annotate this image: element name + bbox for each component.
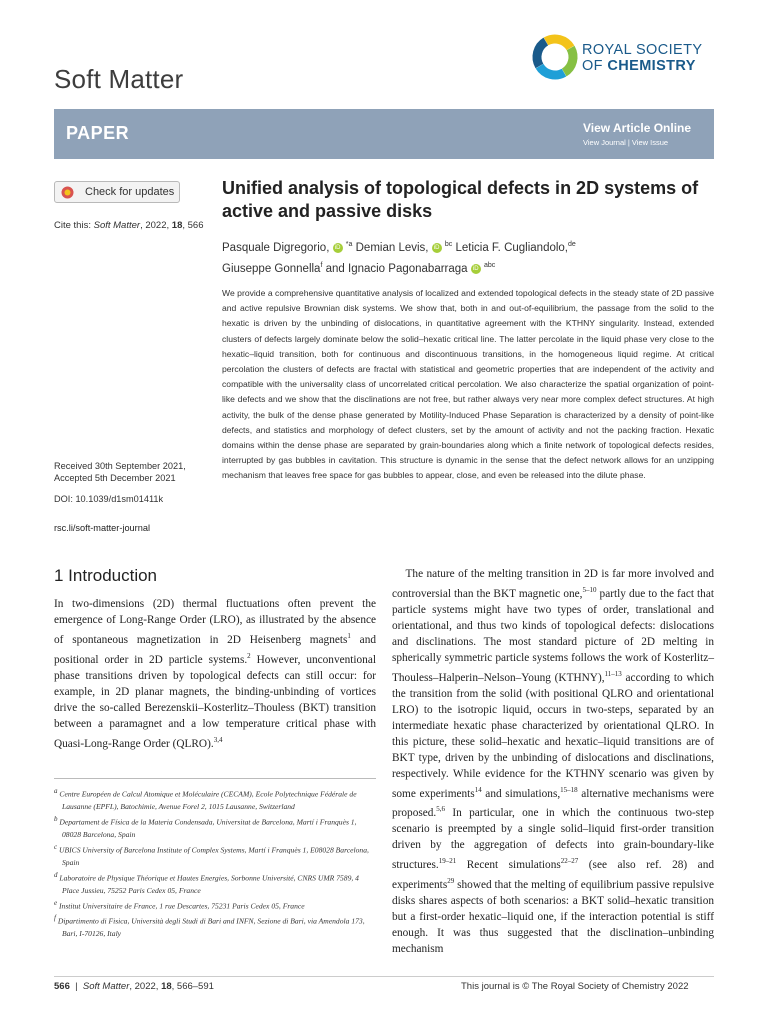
section-heading: 1 Introduction <box>54 566 158 585</box>
affiliation-item: b Departament de Física de la Materia Condensada, Universitat de Barcelona, Martí i Franquès 1, 08028 Barcelona, Spain <box>54 814 357 839</box>
affiliation-item: c UBICS University of Barcelona Institute of Complex Systems, Martí i Franquès 1, E08028 Barcelona, Spain <box>54 842 369 867</box>
body-column-2: The nature of the melting transition in 2D is far more involved and controversial than the BKT magnetic one,$^{5-10}$ partly due to the fact that particle systems might have two types of order, translational and orientational, and thus two kinds of topological defects: dislocations and disclinations. The most standard picture of 2D melting in spherically symmetric particle systems follows the work of Kosterlitz–Thouless–Halperin–Nelson–Young (KTHNY),$^{11-13}$ according to which the transition from the solid (with positional QLRO and orientational LRO) to the isotropic liquid, occurs in two-steps, separated by an intermediate hexatic phase characterized by orientational QLRO. In this picture, these solid–hexatic and hexatic–liquid transitions are of BKT type, driven by the unbinding of dislocations and disclinations, respectively. While evidence for the KTHNY scenario was given by some experiments$^{14}$ and simulations,$^{15-18}$ alternative mechanisms were proposed.$^{5,6}$ In particular, one in which the continuous two-step scenario is preempted by a single solid–liquid first-order transition driven by the aggregation of defects into grain-boundary-like structures.$^{19-21}$ Recent simulations$^{22-27}$ (see also ref. 28) and experiments$^{29}$ showed that the melting of equilibrium passive repulsive disks shares aspects of both scenarios: a BKT solid–hexatic transition but a first-order hexatic–liquid one, if the interaction potential is stiff enough. It was thus suggested that the disclination–unbinding mechanism <box>392 568 714 955</box>
crossmark-icon <box>61 186 74 199</box>
doi[interactable]: DOI: 10.1039/d1sm01411k <box>54 494 164 504</box>
received-dates: Received 30th September 2021, Accepted 5th December 2021 <box>54 461 186 483</box>
page-footer-citation: 566 | Soft Matter, 2022, 18, 566–591 <box>54 981 214 992</box>
check-updates-label: Check for updates <box>85 186 175 198</box>
body-column-1: In two-dimensions (2D) thermal fluctuations often prevent the emergence of Long-Range Order (LRO), as illustrated by the absence of spontaneous magnetization in 2D Heisenberg magnets$^1$ and positional order in 2D particle systems.$^2$ However, unconventional phase transitions driven by topological defects can still occur: for example, in 2D planar magnets, the binding-unbinding of vortices drive the so-called Berezenskii–Kosterlitz–Thouless (BKT) transition between a paramagnet and a low temperature critical phase with Quasi-Long-Range Order (QLRO).$^{3,4}$ <box>54 598 376 750</box>
article-type: PAPER <box>66 123 130 143</box>
affiliation-item: f Dipartimento di Fisica, Università degli Studi di Bari and INFN, Sezione di Bari, via Amendola 173, Bari, I-70126, Italy <box>54 914 365 939</box>
citation: Cite this: Soft Matter, 2022, 18, 566 <box>54 220 204 231</box>
article-title: Unified analysis of topological defects in 2D systems of active and passive disks <box>222 178 699 221</box>
footer-divider <box>54 976 714 977</box>
affiliations <box>54 785 376 940</box>
affiliation-item: e Institut Universitaire de France, 1 rue Descartes, 75231 Paris Cedex 05, France <box>54 898 305 911</box>
journal-issue-links[interactable]: View Journal | View Issue <box>583 138 669 147</box>
orcid-icon[interactable]: iD <box>432 243 442 253</box>
affiliation-item: a Centre Européen de Calcul Atomique et Moléculaire (CECAM), Ecole Polytechnique Fédérale de Lausanne (EPFL), Batochimie, Avenue Forel 2, 1015 Lausanne, Switzerland <box>54 787 357 811</box>
view-article-online-link[interactable]: View Article Online <box>583 121 692 135</box>
page-footer-copyright: This journal is © The Royal Society of Chemistry 2022 <box>461 981 689 992</box>
affiliation-item: d Laboratoire de Physique Théorique et Hautes Energies, Sorbonne Université, CNRS UMR 7589, 4 Place Jussieu, 75252 Paris Cedex 05, France <box>54 870 359 895</box>
abstract: We provide a comprehensive quantitative analysis of localized and extended topological defects in the steady state of 2D passive and active repulsive Brownian disk systems. We show that, both in and out-of-equilibrium, the passage from the solid to the hexatic is driven by the unbinding of dislocations, in quantitative agreement with the KTHNY singularity. Instead, extended clusters of defects largely dominate below the solid–hexatic critical line. The latter percolate in the liquid phase very close to the hexatic–liquid transition, both for continuous and discontinuous transitions, in the homogeneous liquid regime. At critical percolation the clusters of defects are fractal with statistical and geometric properties that are independent of the activity and compatible with the universality class of uncorrelated critical percolation. We also characterize the spatial organization of point-like defects and we show that the disclinations are not free, but rather always very near more complex defect structures. At high activity, the bulk of the dense phase generated by Motility-Induced Phase Separation is characterized by a density of point-like defects, and statistics and morphology of defect clusters, set by the amount of activity and not the packing fraction. Hexatic domains within the dense phase are separated by grain-boundaries along which a finite network of topological defects resides, interrupted by gas bubbles in cavitation. This structure is dynamic in the sense that the defect network allows for an unzipping mechanism that leaves free space for gas bubbles to appear, close, and even be released into the dilute phase. <box>222 288 714 481</box>
check-updates-button[interactable] <box>54 181 180 203</box>
footnote-divider <box>54 778 376 779</box>
author-list: Pasquale Digregorio, iD $^{*a}$ Demian Levis, iD $^{bc}$ Leticia F. Cugliandolo,$^{de}$ Giuseppe Gonnella$^f$ and Ignacio Pagonabarraga iD $^{abc}$ <box>222 241 576 275</box>
orcid-icon[interactable]: iD <box>471 264 481 274</box>
publisher-line2: OF CHEMISTRY <box>582 58 696 74</box>
orcid-icon[interactable]: iD <box>333 243 343 253</box>
journal-link[interactable]: rsc.li/soft-matter-journal <box>54 523 150 533</box>
publisher-line1: ROYAL SOCIETY <box>582 42 703 58</box>
journal-name: Soft Matter <box>54 64 184 94</box>
